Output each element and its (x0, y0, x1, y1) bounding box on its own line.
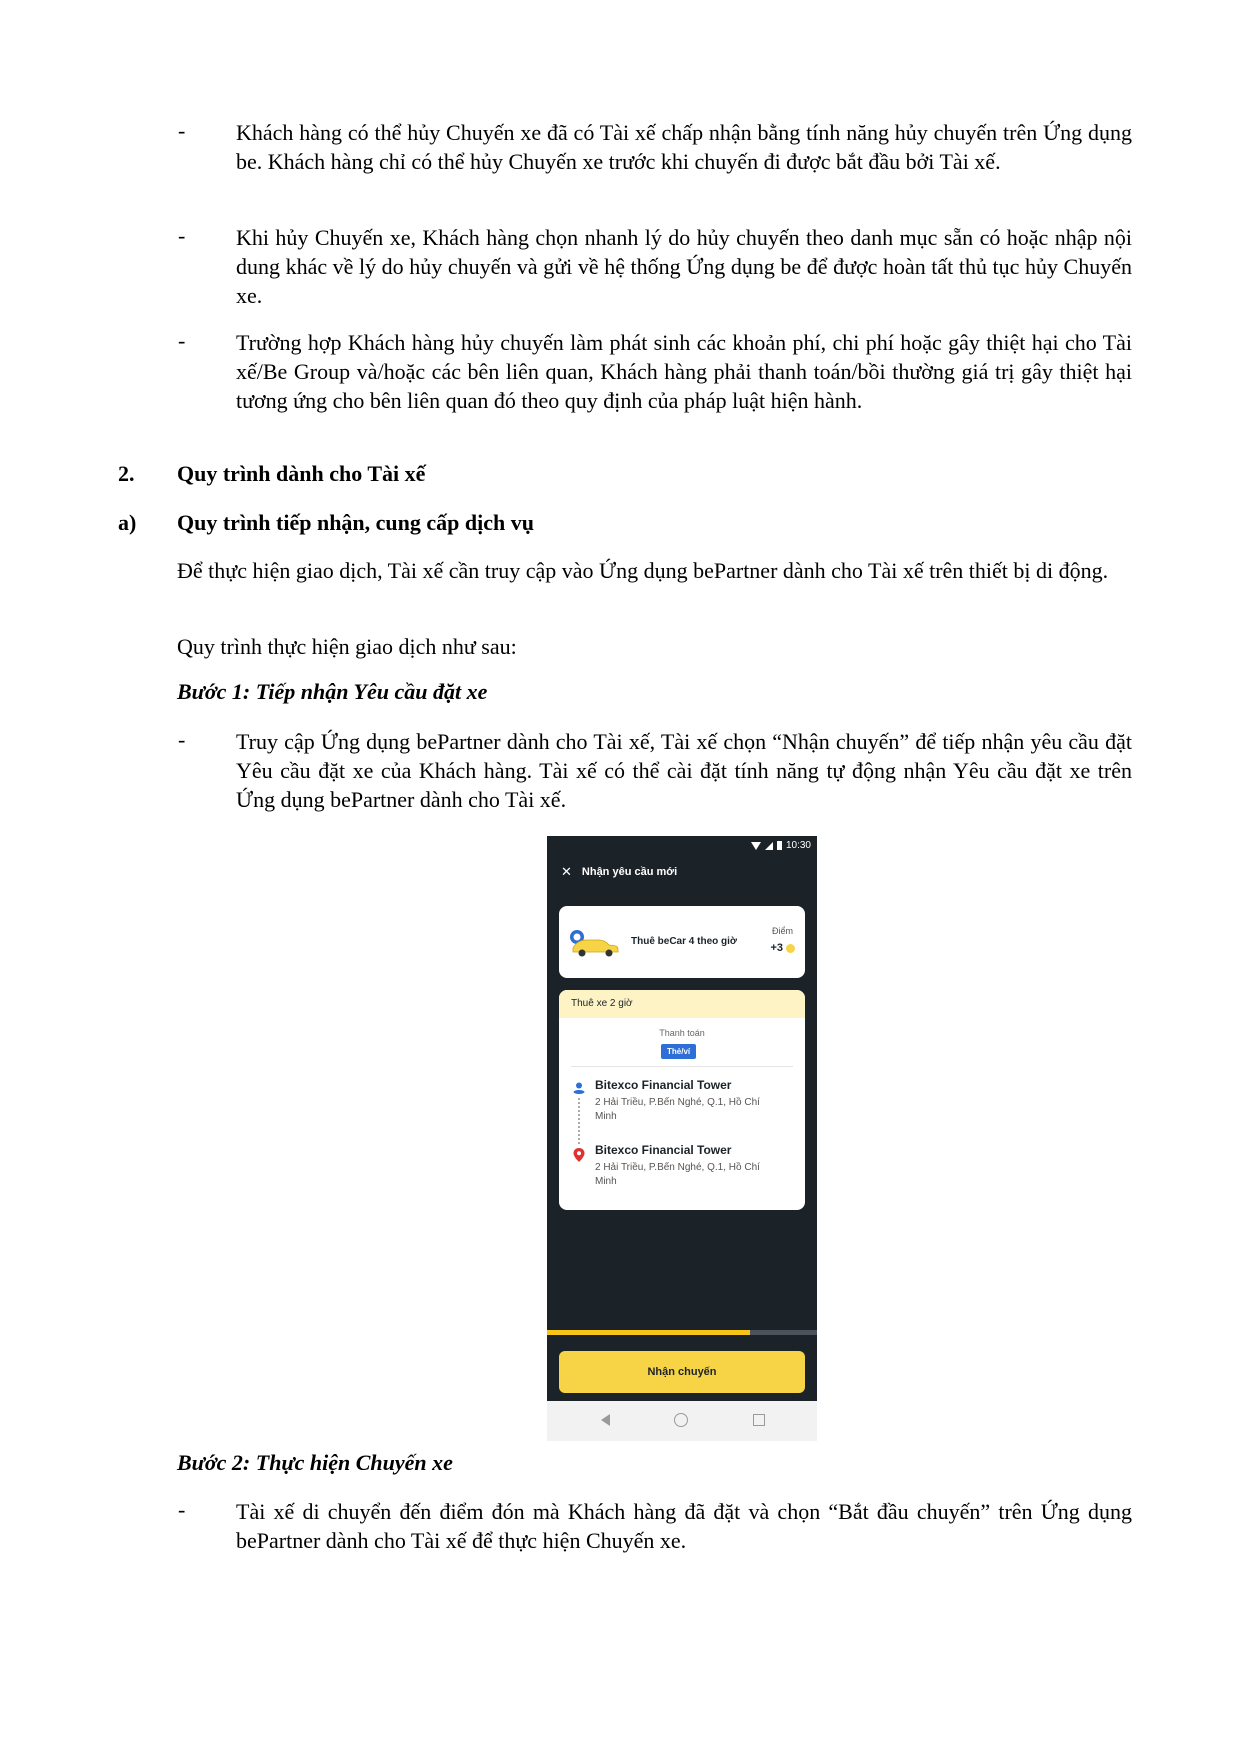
status-bar (751, 840, 811, 851)
cancel-rule-3: Trường hợp Khách hàng hủy chuyến làm phát sinh các khoản phí, chi phí hoặc gây thiệt hại cho Tài xế/Be Group và/hoặc các bên liên quan, Khách hàng phải thanh toán/bồi thường giá trị gây thiệt hại tương ứng cho bên liên quan đó theo quy định của pháp luật hiện hành. (236, 330, 1132, 413)
car-icon (569, 928, 619, 958)
section-number: 2. (118, 461, 135, 486)
divider (571, 1066, 793, 1067)
points-amount: +3 (770, 942, 783, 954)
progress-fill (547, 1330, 750, 1335)
bullet-dash: - (178, 328, 186, 353)
header-title: Nhận yêu cầu mới (581, 866, 678, 878)
intro-paragraph: Để thực hiện giao dịch, Tài xế cần truy cập vào Ứng dụng bePartner dành cho Tài xế trên thiết bị di động. (177, 558, 1109, 583)
service-name: Thuê beCar 4 theo giờ (631, 936, 738, 947)
payment-label: Thanh toán (659, 1028, 705, 1038)
bullet-dash: - (178, 118, 186, 143)
bullet-dash: - (178, 223, 186, 248)
points-label: Điểm (771, 926, 793, 936)
recent-apps-icon[interactable] (753, 1414, 765, 1426)
process-intro: Quy trình thực hiện giao dịch như sau: (177, 634, 517, 659)
cancel-rule-2: Khi hủy Chuyến xe, Khách hàng chọn nhanh lý do hủy chuyến theo danh mục sẵn có hoặc nhập nội dung khác về lý do hủy chuyến và gửi về hệ thống Ứng dụng be để được hoàn tất thủ tục hủy Chuyến xe. (236, 225, 1132, 308)
subsection-title: Quy trình tiếp nhận, cung cấp dịch vụ (177, 510, 534, 535)
dropoff-pin-icon (573, 1148, 585, 1162)
signal-icon (765, 842, 773, 850)
accept-trip-button[interactable]: Nhận chuyến (559, 1351, 805, 1393)
section-title: Quy trình dành cho Tài xế (177, 461, 426, 486)
android-nav-bar (547, 1401, 817, 1441)
pickup-address: 2 Hải Triều, P.Bến Nghé, Q.1, Hồ Chí Minh (595, 1097, 760, 1122)
rental-duration: Thuê xe 2 giờ (559, 990, 805, 1018)
trip-card (559, 990, 805, 1210)
points-value (770, 942, 795, 954)
status-time: 10:30 (785, 840, 811, 851)
service-card (559, 906, 805, 978)
battery-icon (777, 841, 782, 850)
route-dots (578, 1098, 582, 1144)
wifi-icon (751, 842, 761, 850)
pickup-person-icon (573, 1082, 585, 1094)
app-header (561, 864, 677, 880)
bullet-dash: - (178, 1497, 186, 1522)
dropoff-name: Bitexco Financial Tower (595, 1143, 732, 1157)
subsection-number: a) (118, 510, 137, 535)
coin-icon (786, 944, 795, 953)
back-icon[interactable] (601, 1414, 610, 1426)
step-1-text: Truy cập Ứng dụng bePartner dành cho Tài xế, Tài xế chọn “Nhận chuyến” để tiếp nhận yêu cầu đặt Yêu cầu đặt xe của Khách hàng. Tài xế có thể cài đặt tính năng tự động nhận Yêu cầu đặt xe trên Ứng dụng bePartner dành cho Tài xế. (236, 729, 1132, 812)
cancel-rule-1: Khách hàng có thể hủy Chuyến xe đã có Tài xế chấp nhận bằng tính năng hủy chuyến trên Ứng dụng be. Khách hàng chỉ có thể hủy Chuyến xe trước khi chuyến đi được bắt đầu bởi Tài xế. (236, 120, 1132, 174)
pickup-name: Bitexco Financial Tower (595, 1078, 732, 1092)
app-screenshot (547, 836, 817, 1441)
dropoff-address: 2 Hải Triều, P.Bến Nghé, Q.1, Hồ Chí Minh (595, 1162, 760, 1187)
home-icon[interactable] (674, 1413, 688, 1427)
payment-method-badge: Thẻ/ví (661, 1044, 696, 1059)
step-2-title: Bước 2: Thực hiện Chuyến xe (177, 1450, 453, 1475)
close-icon[interactable]: ✕ (561, 864, 572, 879)
bullet-dash: - (178, 727, 186, 752)
countdown-progress-bar (547, 1330, 817, 1335)
step-1-title: Bước 1: Tiếp nhận Yêu cầu đặt xe (177, 679, 488, 704)
step-2-text: Tài xế di chuyển đến điểm đón mà Khách hàng đã đặt và chọn “Bắt đầu chuyến” trên Ứng dụng bePartner dành cho Tài xế để thực hiện Chuyến xe. (236, 1499, 1132, 1553)
